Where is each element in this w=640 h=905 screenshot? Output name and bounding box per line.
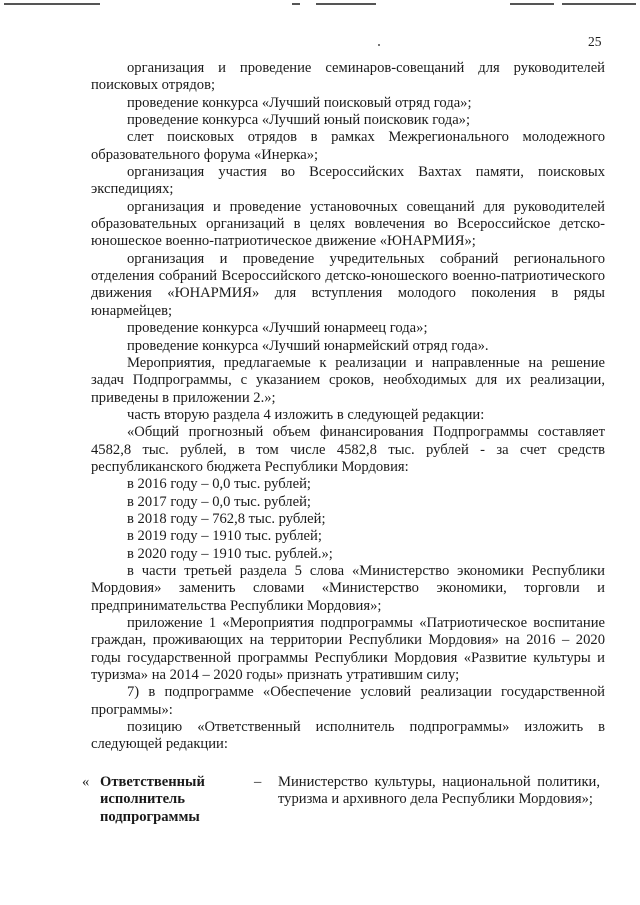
paragraph: слет поисковых отрядов в рамках Межрегионального молодежного образовательного форума «Инерка»; [91,129,605,163]
row-value: Министерство культуры, национальной политики, туризма и архивного дела Республики Мордовия»; [278,774,600,808]
paragraph: Мероприятия, предлагаемые к реализации и направленные на решение задач Подпрограммы, с указанием сроков, необходимых для их реализации, приведены в приложении 2.»; [91,354,605,406]
open-quote: « [82,774,90,790]
paragraph: проведение конкурса «Лучший поисковый отряд года»; [127,94,472,111]
paragraph: в 2020 году – 1910 тыс. рублей.»; [127,545,333,562]
paragraph: в 2017 году – 0,0 тыс. рублей; [127,493,311,510]
document-body [91,60,605,754]
paragraph: проведение конкурса «Лучший юный поисковик года»; [127,112,471,129]
scan-edge-artifact [0,0,640,14]
paragraph: «Общий прогнозный объем финансирования Подпрограммы составляет 4582,8 тыс. рублей, в том числе 4582,8 тыс. рублей - за счет средств республиканского бюджета Республики Мордовия: [91,424,605,475]
page-number: 25 [588,34,602,49]
row-label: Ответственный исполнитель подпрограммы [100,774,205,825]
paragraph: организация участия во Всероссийских Вахтах памяти, поисковых экспедициях; [91,164,605,198]
paragraph: позицию «Ответственный исполнитель подпрограммы» изложить в следующей редакции: [91,719,605,753]
paragraph: организация и проведение установочных совещаний для руководителей образовательных организаций в целях вовлечения во Всероссийское детско-юношеское военно-патриотическое движение «ЮНАРМИЯ»; [91,198,605,250]
paragraph: в 2016 году – 0,0 тыс. рублей; [127,476,311,493]
paragraph: проведение конкурса «Лучший юнармейский отряд года». [127,337,489,354]
paragraph: проведение конкурса «Лучший юнармеец года»; [127,320,428,337]
paragraph: в 2018 году – 762,8 тыс. рублей; [127,510,326,527]
paragraph: организация и проведение учредительных собраний регионального отделения собраний Всероссийского детско-юношеского военно-патриотического движения «ЮНАРМИЯ» для вступления молодого поколения в ряды юнармейцев; [91,250,605,319]
paragraph: приложение 1 «Мероприятия подпрограммы «Патриотическое воспитание граждан, проживающих на территории Республики Мордовия» на 2016 – 2020 годы государственной программы Республики Мордовия «Развитие культуры и туризма» на 2014 – 2020 годы» признать утратившим силу; [91,615,605,684]
paragraph: в 2019 году – 1910 тыс. рублей; [127,528,322,545]
paragraph: часть вторую раздела 4 изложить в следующей редакции: [127,406,485,423]
scan-speck [378,44,380,46]
paragraph: 7) в подпрограмме «Обеспечение условий реализации государственной программы»: [91,684,605,718]
paragraph: в части третьей раздела 5 слова «Министерство экономики Республики Мордовия» заменить словами «Министерство экономики, торговли и предпринимательства Республики Мордовия»; [91,562,605,614]
row-dash: – [254,774,262,790]
paragraph: организация и проведение семинаров-совещаний для руководителей поисковых отрядов; [91,60,605,94]
